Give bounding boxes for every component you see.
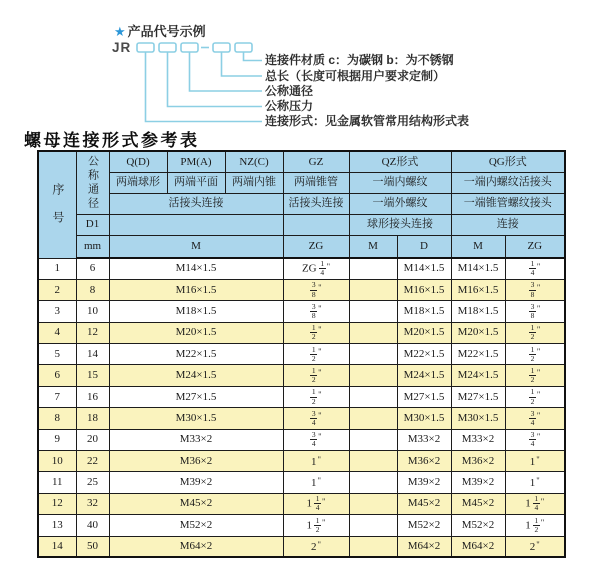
gz-unit-header: ZG bbox=[283, 235, 349, 258]
leader-line-pressure bbox=[168, 52, 263, 107]
gz-cell: 1" bbox=[283, 472, 349, 493]
m-thread-cell: M16×1.5 bbox=[109, 279, 283, 300]
dn-header: 公称通径 bbox=[76, 151, 109, 214]
star-icon: ★ bbox=[114, 24, 126, 39]
qg-zg-cell: 1 $\frac{1}{4}$ " bbox=[505, 493, 565, 514]
qz-d-cell: M22×1.5 bbox=[397, 344, 451, 365]
qz-d-cell: M18×1.5 bbox=[397, 301, 451, 322]
q-desc-header: 两端球形 bbox=[109, 172, 167, 193]
qz-d-cell: M39×2 bbox=[397, 472, 451, 493]
table-row bbox=[38, 344, 565, 365]
table-row bbox=[38, 472, 565, 493]
pm-desc-header: 两端平面 bbox=[167, 172, 225, 193]
table-row bbox=[38, 408, 565, 429]
qz-d-cell: M30×1.5 bbox=[397, 408, 451, 429]
qg-m-cell: M24×1.5 bbox=[451, 365, 505, 386]
m-thread-cell: M64×2 bbox=[109, 536, 283, 557]
qz-d-cell: M16×1.5 bbox=[397, 279, 451, 300]
qg-m-cell: M33×2 bbox=[451, 429, 505, 450]
m-thread-cell: M24×1.5 bbox=[109, 365, 283, 386]
qz-m-cell bbox=[349, 451, 397, 472]
qg-m-cell: M22×1.5 bbox=[451, 344, 505, 365]
qz-d-cell: M36×2 bbox=[397, 451, 451, 472]
gz-union-header: 活接头连接 bbox=[283, 193, 349, 214]
table-row bbox=[38, 322, 565, 343]
qz-m-cell bbox=[349, 279, 397, 300]
q-code-header: Q(D) bbox=[109, 151, 167, 172]
m-thread-cell: M22×1.5 bbox=[109, 344, 283, 365]
nz-code-header: NZ(C) bbox=[225, 151, 283, 172]
label-total-length: 总长（长度可根据用户要求定制） bbox=[265, 68, 446, 83]
qg-desc1-header: 一端内螺纹活接头 bbox=[451, 172, 565, 193]
qg-m-cell: M39×2 bbox=[451, 472, 505, 493]
seq-cell: 12 bbox=[38, 493, 76, 514]
m-thread-cell: M30×1.5 bbox=[109, 408, 283, 429]
qg-zg-cell: $\frac{1}{4}$ " bbox=[505, 258, 565, 279]
qz-m-cell bbox=[349, 258, 397, 279]
qg-zg-cell: 1" bbox=[505, 472, 565, 493]
m-thread-cell: M18×1.5 bbox=[109, 301, 283, 322]
code-box-1 bbox=[137, 43, 154, 52]
table-row bbox=[38, 365, 565, 386]
qg-m-cell: M20×1.5 bbox=[451, 322, 505, 343]
nz-desc-header: 两端内锥 bbox=[225, 172, 283, 193]
leader-line-material bbox=[244, 52, 263, 61]
leader-line-diameter bbox=[190, 52, 263, 91]
m-thread-cell: M52×2 bbox=[109, 515, 283, 536]
qz-d-cell: M45×2 bbox=[397, 493, 451, 514]
table-row bbox=[38, 451, 565, 472]
seq-header: 序号 bbox=[38, 151, 76, 258]
leader-line-length bbox=[222, 52, 263, 76]
union-connection-header: 活接头连接 bbox=[109, 193, 283, 214]
qg-m-cell: M45×2 bbox=[451, 493, 505, 514]
qz-d-cell: M27×1.5 bbox=[397, 386, 451, 407]
label-connection-form: 连接形式：见金属软管常用结构形式表 bbox=[265, 114, 470, 128]
gz-cell: $\frac{1}{2}$ " bbox=[283, 365, 349, 386]
seq-cell: 10 bbox=[38, 451, 76, 472]
d1-header: D1 bbox=[76, 214, 109, 235]
qz-d-unit-header: D bbox=[397, 235, 451, 258]
table-row bbox=[38, 536, 565, 557]
qg-desc3-header: 连接 bbox=[451, 214, 565, 235]
label-nominal-diameter: 公称通径 bbox=[265, 83, 314, 98]
qz-d-cell: M14×1.5 bbox=[397, 258, 451, 279]
gz-cell: $\frac{3}{4}$ " bbox=[283, 429, 349, 450]
dn-cell: 8 bbox=[76, 279, 109, 300]
qz-m-cell bbox=[349, 344, 397, 365]
m-thread-cell: M33×2 bbox=[109, 429, 283, 450]
qz-m-cell bbox=[349, 515, 397, 536]
qg-code-header: QG形式 bbox=[451, 151, 565, 172]
qz-m-cell bbox=[349, 493, 397, 514]
qg-desc2-header: 一端锥管螺纹接头 bbox=[451, 193, 565, 214]
label-connector-material: 连接件材质 c：为碳钢 b：为不锈钢 bbox=[265, 53, 454, 67]
qz-m-cell bbox=[349, 365, 397, 386]
qz-m-cell bbox=[349, 386, 397, 407]
gz-cell: ZG $\frac{1}{4}$ " bbox=[283, 258, 349, 279]
diagram-heading bbox=[114, 21, 206, 40]
gz-cell: $\frac{3}{8}$ " bbox=[283, 301, 349, 322]
qg-zg-unit-header: ZG bbox=[505, 235, 565, 258]
seq-cell: 14 bbox=[38, 536, 76, 557]
qz-d-cell: M24×1.5 bbox=[397, 365, 451, 386]
qz-desc1-header: 一端内螺纹 bbox=[349, 172, 451, 193]
leader-line-form bbox=[146, 52, 263, 122]
m-thread-cell: M20×1.5 bbox=[109, 322, 283, 343]
table-row bbox=[38, 279, 565, 300]
seq-cell: 7 bbox=[38, 386, 76, 407]
seq-cell: 6 bbox=[38, 365, 76, 386]
table-body bbox=[38, 258, 565, 557]
qz-m-cell bbox=[349, 408, 397, 429]
seq-cell: 2 bbox=[38, 279, 76, 300]
table-row bbox=[38, 515, 565, 536]
qz-code-header: QZ形式 bbox=[349, 151, 451, 172]
qg-zg-cell: 2" bbox=[505, 536, 565, 557]
qg-zg-cell: $\frac{3}{4}$ " bbox=[505, 429, 565, 450]
mm-header: mm bbox=[76, 235, 109, 258]
gz-cell: $\frac{3}{4}$ " bbox=[283, 408, 349, 429]
qz-d-cell: M64×2 bbox=[397, 536, 451, 557]
product-code-prefix: JR bbox=[112, 40, 132, 55]
gz-cell: 2" bbox=[283, 536, 349, 557]
qz-d-cell: M20×1.5 bbox=[397, 322, 451, 343]
seq-cell: 9 bbox=[38, 429, 76, 450]
qg-m-cell: M30×1.5 bbox=[451, 408, 505, 429]
m-thread-cell: M39×2 bbox=[109, 472, 283, 493]
qg-m-cell: M52×2 bbox=[451, 515, 505, 536]
dn-cell: 50 bbox=[76, 536, 109, 557]
qz-desc2-header: 一端外螺纹 bbox=[349, 193, 451, 214]
nut-connection-reference-table bbox=[37, 150, 566, 558]
qz-d-cell: M33×2 bbox=[397, 429, 451, 450]
seq-cell: 13 bbox=[38, 515, 76, 536]
gz-cell: 1 $\frac{1}{2}$ " bbox=[283, 515, 349, 536]
qg-zg-cell: $\frac{3}{4}$ " bbox=[505, 408, 565, 429]
seq-cell: 3 bbox=[38, 301, 76, 322]
label-nominal-pressure: 公称压力 bbox=[265, 99, 314, 113]
m-unit-header: M bbox=[109, 235, 283, 258]
dn-cell: 25 bbox=[76, 472, 109, 493]
seq-cell: 1 bbox=[38, 258, 76, 279]
qg-m-cell: M27×1.5 bbox=[451, 386, 505, 407]
qz-m-cell bbox=[349, 429, 397, 450]
table-row bbox=[38, 493, 565, 514]
dn-cell: 40 bbox=[76, 515, 109, 536]
gz-cell: 1 $\frac{1}{4}$ " bbox=[283, 493, 349, 514]
gz-cell: $\frac{1}{2}$ " bbox=[283, 344, 349, 365]
diagram-heading-text: 产品代号示例 bbox=[127, 24, 206, 39]
table-row bbox=[38, 429, 565, 450]
qg-zg-cell: $\frac{3}{8}$ " bbox=[505, 279, 565, 300]
gz-cell: $\frac{1}{2}$ " bbox=[283, 386, 349, 407]
dn-cell: 16 bbox=[76, 386, 109, 407]
dn-cell: 10 bbox=[76, 301, 109, 322]
dn-cell: 20 bbox=[76, 429, 109, 450]
qz-m-cell bbox=[349, 301, 397, 322]
code-box-2 bbox=[159, 43, 176, 52]
dn-cell: 14 bbox=[76, 344, 109, 365]
table-row bbox=[38, 386, 565, 407]
m-thread-cell: M36×2 bbox=[109, 451, 283, 472]
qg-zg-cell: $\frac{3}{8}$ " bbox=[505, 301, 565, 322]
m-thread-cell: M45×2 bbox=[109, 493, 283, 514]
dn-cell: 32 bbox=[76, 493, 109, 514]
qg-m-cell: M14×1.5 bbox=[451, 258, 505, 279]
qg-m-cell: M64×2 bbox=[451, 536, 505, 557]
m-thread-cell: M27×1.5 bbox=[109, 386, 283, 407]
qg-zg-cell: $\frac{1}{2}$ " bbox=[505, 365, 565, 386]
dn-cell: 12 bbox=[76, 322, 109, 343]
qg-m-cell: M36×2 bbox=[451, 451, 505, 472]
empty-header-cell bbox=[283, 214, 349, 235]
table-row bbox=[38, 258, 565, 279]
qg-m-cell: M18×1.5 bbox=[451, 301, 505, 322]
code-box-4 bbox=[213, 43, 230, 52]
dn-cell: 18 bbox=[76, 408, 109, 429]
gz-cell: $\frac{3}{8}$ " bbox=[283, 279, 349, 300]
qg-m-unit-header: M bbox=[451, 235, 505, 258]
empty-header-cell bbox=[109, 214, 283, 235]
qg-zg-cell: 1 $\frac{1}{2}$ " bbox=[505, 515, 565, 536]
gz-code-header: GZ bbox=[283, 151, 349, 172]
seq-cell: 5 bbox=[38, 344, 76, 365]
gz-desc-header: 两端锥管 bbox=[283, 172, 349, 193]
dn-cell: 6 bbox=[76, 258, 109, 279]
seq-cell: 11 bbox=[38, 472, 76, 493]
seq-cell: 8 bbox=[38, 408, 76, 429]
qz-m-cell bbox=[349, 472, 397, 493]
qz-desc3-header: 球形接头连接 bbox=[349, 214, 451, 235]
qg-zg-cell: 1" bbox=[505, 451, 565, 472]
qg-m-cell: M16×1.5 bbox=[451, 279, 505, 300]
gz-cell: 1" bbox=[283, 451, 349, 472]
qz-m-cell bbox=[349, 536, 397, 557]
gz-cell: $\frac{1}{2}$ " bbox=[283, 322, 349, 343]
qz-d-cell: M52×2 bbox=[397, 515, 451, 536]
seq-cell: 4 bbox=[38, 322, 76, 343]
qz-m-unit-header: M bbox=[349, 235, 397, 258]
pm-code-header: PM(A) bbox=[167, 151, 225, 172]
table-title: 螺母连接形式参考表 bbox=[24, 131, 200, 150]
code-box-3 bbox=[181, 43, 198, 52]
code-box-5 bbox=[235, 43, 252, 52]
qg-zg-cell: $\frac{1}{2}$ " bbox=[505, 386, 565, 407]
table-row bbox=[38, 301, 565, 322]
qg-zg-cell: $\frac{1}{2}$ " bbox=[505, 322, 565, 343]
qg-zg-cell: $\frac{1}{2}$ " bbox=[505, 344, 565, 365]
m-thread-cell: M14×1.5 bbox=[109, 258, 283, 279]
dn-cell: 22 bbox=[76, 451, 109, 472]
dn-cell: 15 bbox=[76, 365, 109, 386]
qz-m-cell bbox=[349, 322, 397, 343]
